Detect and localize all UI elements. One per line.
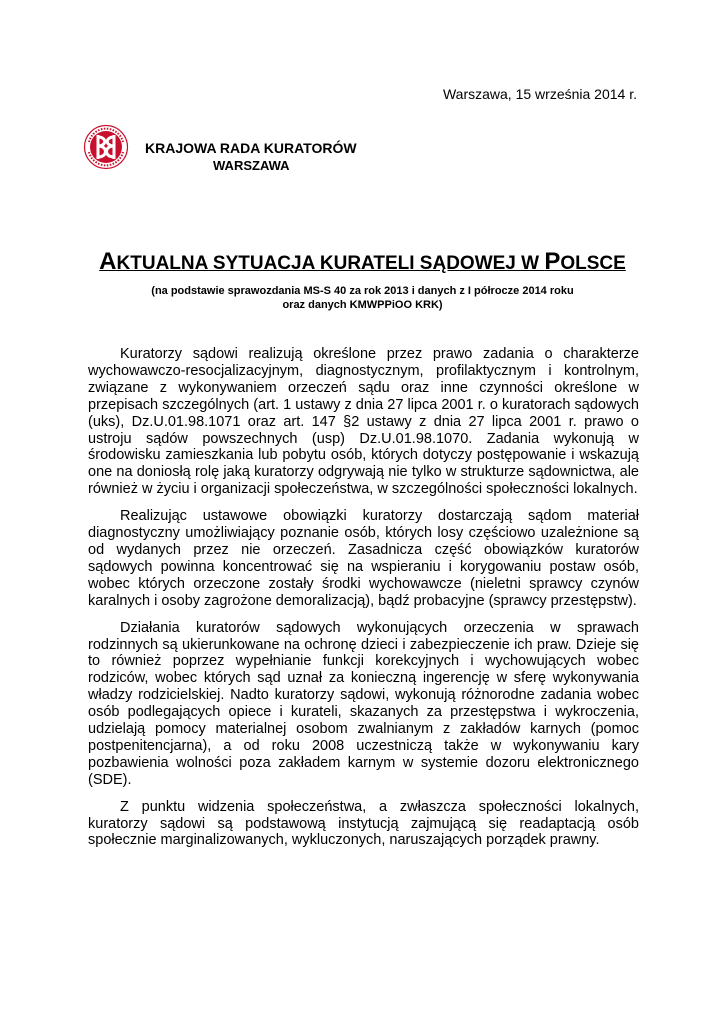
title-initial-a: A [99, 248, 117, 275]
document-subtitle [120, 284, 605, 312]
document-title [0, 250, 725, 276]
title-part-1: KTUALNA SYTUACJA KURATELI SĄDOWEJ W [116, 253, 545, 274]
document-body [88, 346, 639, 849]
paragraph-3: Działania kuratorów sądowych wykonujących orzeczenia w sprawach rodzinnych są ukierunkowane na ochronę dzieci i zabezpieczenie ich praw. Dzieje się to również poprzez wypełnianie funkcji korekcyjnych i wychowujących wobec rodziców, wobec których sąd uznał za konieczną ingerencję w sferę wykonywania władzy rodzicielskiej. Nadto kuratorzy sądowi, wykonują różnorodne zadania wobec osób podlegających opiece i kurateli, skazanych za przestępstwa i wykroczenia, udzielają pomocy materialnej osobom zwalnianym z zakładów karnych (pomoc postpenitencjarna), a od roku 2008 uczestniczą także w wykonywaniu kary pozbawienia wolności poza zakładem karnym w systemie dozoru elektronicznego (SDE). [88, 619, 639, 788]
subtitle-line-2: oraz danych KMWPPiOO KRK) [282, 299, 443, 311]
subtitle-line-1: (na podstawie sprawozdania MS-S 40 za rok 2013 i danych z I półrocze 2014 roku [151, 285, 574, 297]
date-line: Warszawa, 15 września 2014 r. [442, 86, 637, 102]
organization-name: KRAJOWA RADA KURATORÓW [145, 140, 357, 156]
title-part-2: OLSCE [560, 253, 626, 274]
paragraph-2: Realizując ustawowe obowiązki kuratorzy dostarczają sądom materiał diagnostyczny umożliwiający poznanie osób, których losy częściowo uzależnione są od wydanych przez nie orzeczeń. Zasadnicza część obowiązków kuratorów sądowych powinna koncentrować się na wspieraniu i korygowaniu postaw osób, wobec których orzeczone zostały środki wychowawcze (nieletni sprawcy czynów karalnych i osoby zagrożone demoralizacją), bądź probacyjne (sprawcy przestępstw). [88, 508, 639, 609]
organization-city: WARSZAWA [213, 158, 290, 173]
paragraph-4: Z punktu widzenia społeczeństwa, a zwłaszcza społeczności lokalnych, kuratorzy sądowi są podstawową instytucją zajmującą się readaptacją osób społecznie marginalizowanych, wykluczonych, naruszających porządek prawny. [88, 798, 639, 849]
paragraph-1: Kuratorzy sądowi realizują określone przez prawo zadania o charakterze wychowawczo-resocjalizacyjnym, diagnostycznym, profilaktycznym i kontrolnym, związane z wykonywaniem orzeczeń sądu oraz inne czynności określone w przepisach szczególnych (art. 1 ustawy z dnia 27 lipca 2001 r. o kuratorach sądowych (uks), Dz.U.01.98.1071 oraz art. 147 §2 ustawy z dnia 27 lipca 2001 r. prawo o ustroju sądów powszechnych (usp) Dz.U.01.98.1070. Zadania wykonują w środowisku zamieszkania lub pobytu osób, których dotyczy postępowanie i wskazują one na doniosłą rolę jaką kuratorzy odgrywają nie tylko w strukturze sądownictwa, ale również w życiu i organizacji społeczeństwa, w szczególności społeczności lokalnych. [88, 346, 639, 498]
title-initial-p: P [544, 248, 561, 275]
krk-emblem-icon [83, 124, 129, 170]
